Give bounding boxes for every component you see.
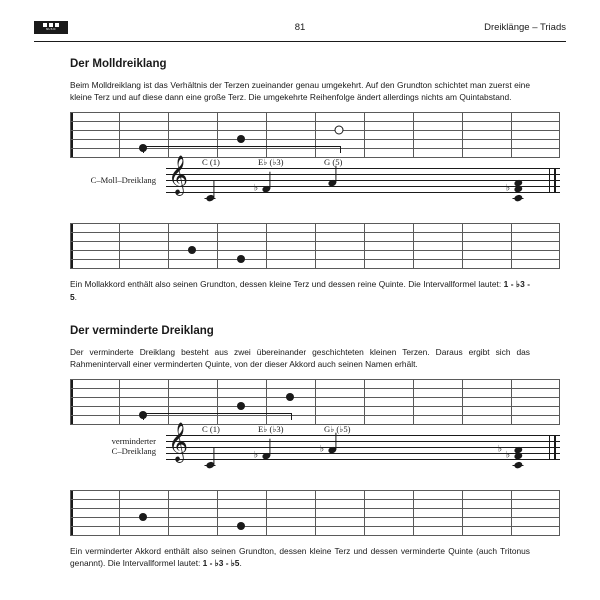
closing-period: .	[74, 291, 77, 302]
section-paragraph-minor-triad: Beim Molldreiklang ist das Verhältnis der Terzen zueinander genau umgekehrt. Auf den Grundton schichtet man zuerst eine kleine Terz und auf diese dann eine große Terz. Die umgekehrte Reihenfolge ändert allerdings nichts am Quintabstand.	[70, 80, 530, 103]
fretboard-dim-bottom-wrap	[70, 490, 566, 536]
flat-accidental: ♭	[253, 450, 259, 461]
chord-label-third: E♭ (♭3)	[258, 157, 284, 168]
note-head-chord	[514, 461, 523, 469]
flat-accidental: ♭	[497, 444, 503, 455]
closing-period: .	[239, 558, 242, 569]
fret-dot	[286, 393, 294, 401]
interval-formula-minor: 1 - ♭3 - 5	[70, 279, 530, 302]
end-barline-thin	[549, 435, 550, 459]
section-paragraph-diminished-triad: Der verminderte Dreiklang besteht aus zwei übereinander geschichteten kleinen Terzen. Daraus ergibt sich das Rahmenintervall einer verminderten Quinte, von der dieser Akkord auch seinen Namen erhält.	[70, 346, 530, 369]
treble-clef-icon: 𝄞	[168, 422, 189, 463]
chord-degree-labels-diminished	[166, 424, 560, 436]
fretboard-minor-bottom-wrap	[70, 223, 566, 269]
staff-block-c-minor	[70, 155, 566, 214]
chord-label-third: E♭ (♭3)	[258, 424, 284, 435]
staff-block-c-diminished	[70, 422, 566, 481]
treble-clef-icon: 𝄞	[168, 155, 189, 196]
end-barline-thin	[549, 168, 550, 192]
fretboard-dim-top-wrap	[70, 379, 566, 425]
interval-bracket	[143, 413, 292, 420]
note-head	[206, 461, 215, 469]
c-minor-fretboard-bottom	[70, 223, 560, 269]
flat-accidental: ♭	[505, 450, 511, 461]
page-header	[34, 16, 566, 38]
closing-text: Ein verminderter Akkord enthält also seinen Grundton, dessen kleine Terz und dessen verminderte Quinte (auch Tritonus genannt). Die Intervallformel lautet:	[70, 546, 530, 569]
header-rule	[34, 41, 566, 42]
running-head: Dreiklänge – Triads	[484, 21, 566, 33]
page-number: 81	[294, 21, 306, 33]
chord-degree-labels-minor	[166, 157, 560, 169]
section-title-minor-triad: Der Molldreiklang	[70, 58, 167, 70]
music-staff-c-minor	[166, 155, 560, 202]
chord-label-fifth: G♭ (♭5)	[324, 424, 351, 435]
c-diminished-fretboard-top	[70, 379, 560, 425]
section-closing-minor-triad	[70, 278, 530, 302]
note-head-chord	[514, 194, 523, 202]
staff-label-c-minor: C–Moll–Dreiklang	[90, 175, 156, 186]
chord-label-root: C (1)	[202, 424, 220, 435]
flat-accidental: ♭	[505, 183, 511, 194]
logo-text: MUSIC	[46, 28, 56, 31]
flat-accidental: ♭	[319, 444, 325, 455]
closing-text: Ein Mollakkord enthält also seinen Grundton, dessen kleine Terz und dessen reine Quinte. Die Intervallformel lautet:	[70, 279, 504, 290]
end-barline-thick	[554, 168, 556, 192]
chord-label-fifth: G (5)	[324, 157, 343, 168]
note-head	[206, 194, 215, 202]
interval-bracket	[143, 146, 341, 153]
music-staff-c-diminished	[166, 422, 560, 469]
end-barline-thick	[554, 435, 556, 459]
c-diminished-fretboard-bottom	[70, 490, 560, 536]
interval-formula-diminished: 1 - ♭3 - ♭5	[202, 558, 240, 569]
fret-dot	[237, 522, 245, 530]
flat-accidental: ♭	[253, 183, 259, 194]
fret-dot	[237, 255, 245, 263]
section-title-diminished-triad: Der verminderte Dreiklang	[70, 324, 214, 337]
staff-label-line1: verminderter	[111, 436, 156, 447]
fret-dot	[139, 513, 147, 521]
fret-dot	[237, 135, 245, 143]
c-minor-fretboard-top	[70, 112, 560, 158]
staff-label-line2: C–Dreiklang	[111, 446, 156, 456]
chord-label-root: C (1)	[202, 157, 220, 168]
fret-dot-open	[335, 126, 344, 135]
staff-label-c-diminished	[70, 437, 156, 457]
fret-dot	[237, 402, 245, 410]
fret-dot	[188, 246, 196, 254]
section-closing-diminished-triad	[70, 545, 530, 569]
fretboard-minor-top-wrap	[70, 112, 566, 158]
